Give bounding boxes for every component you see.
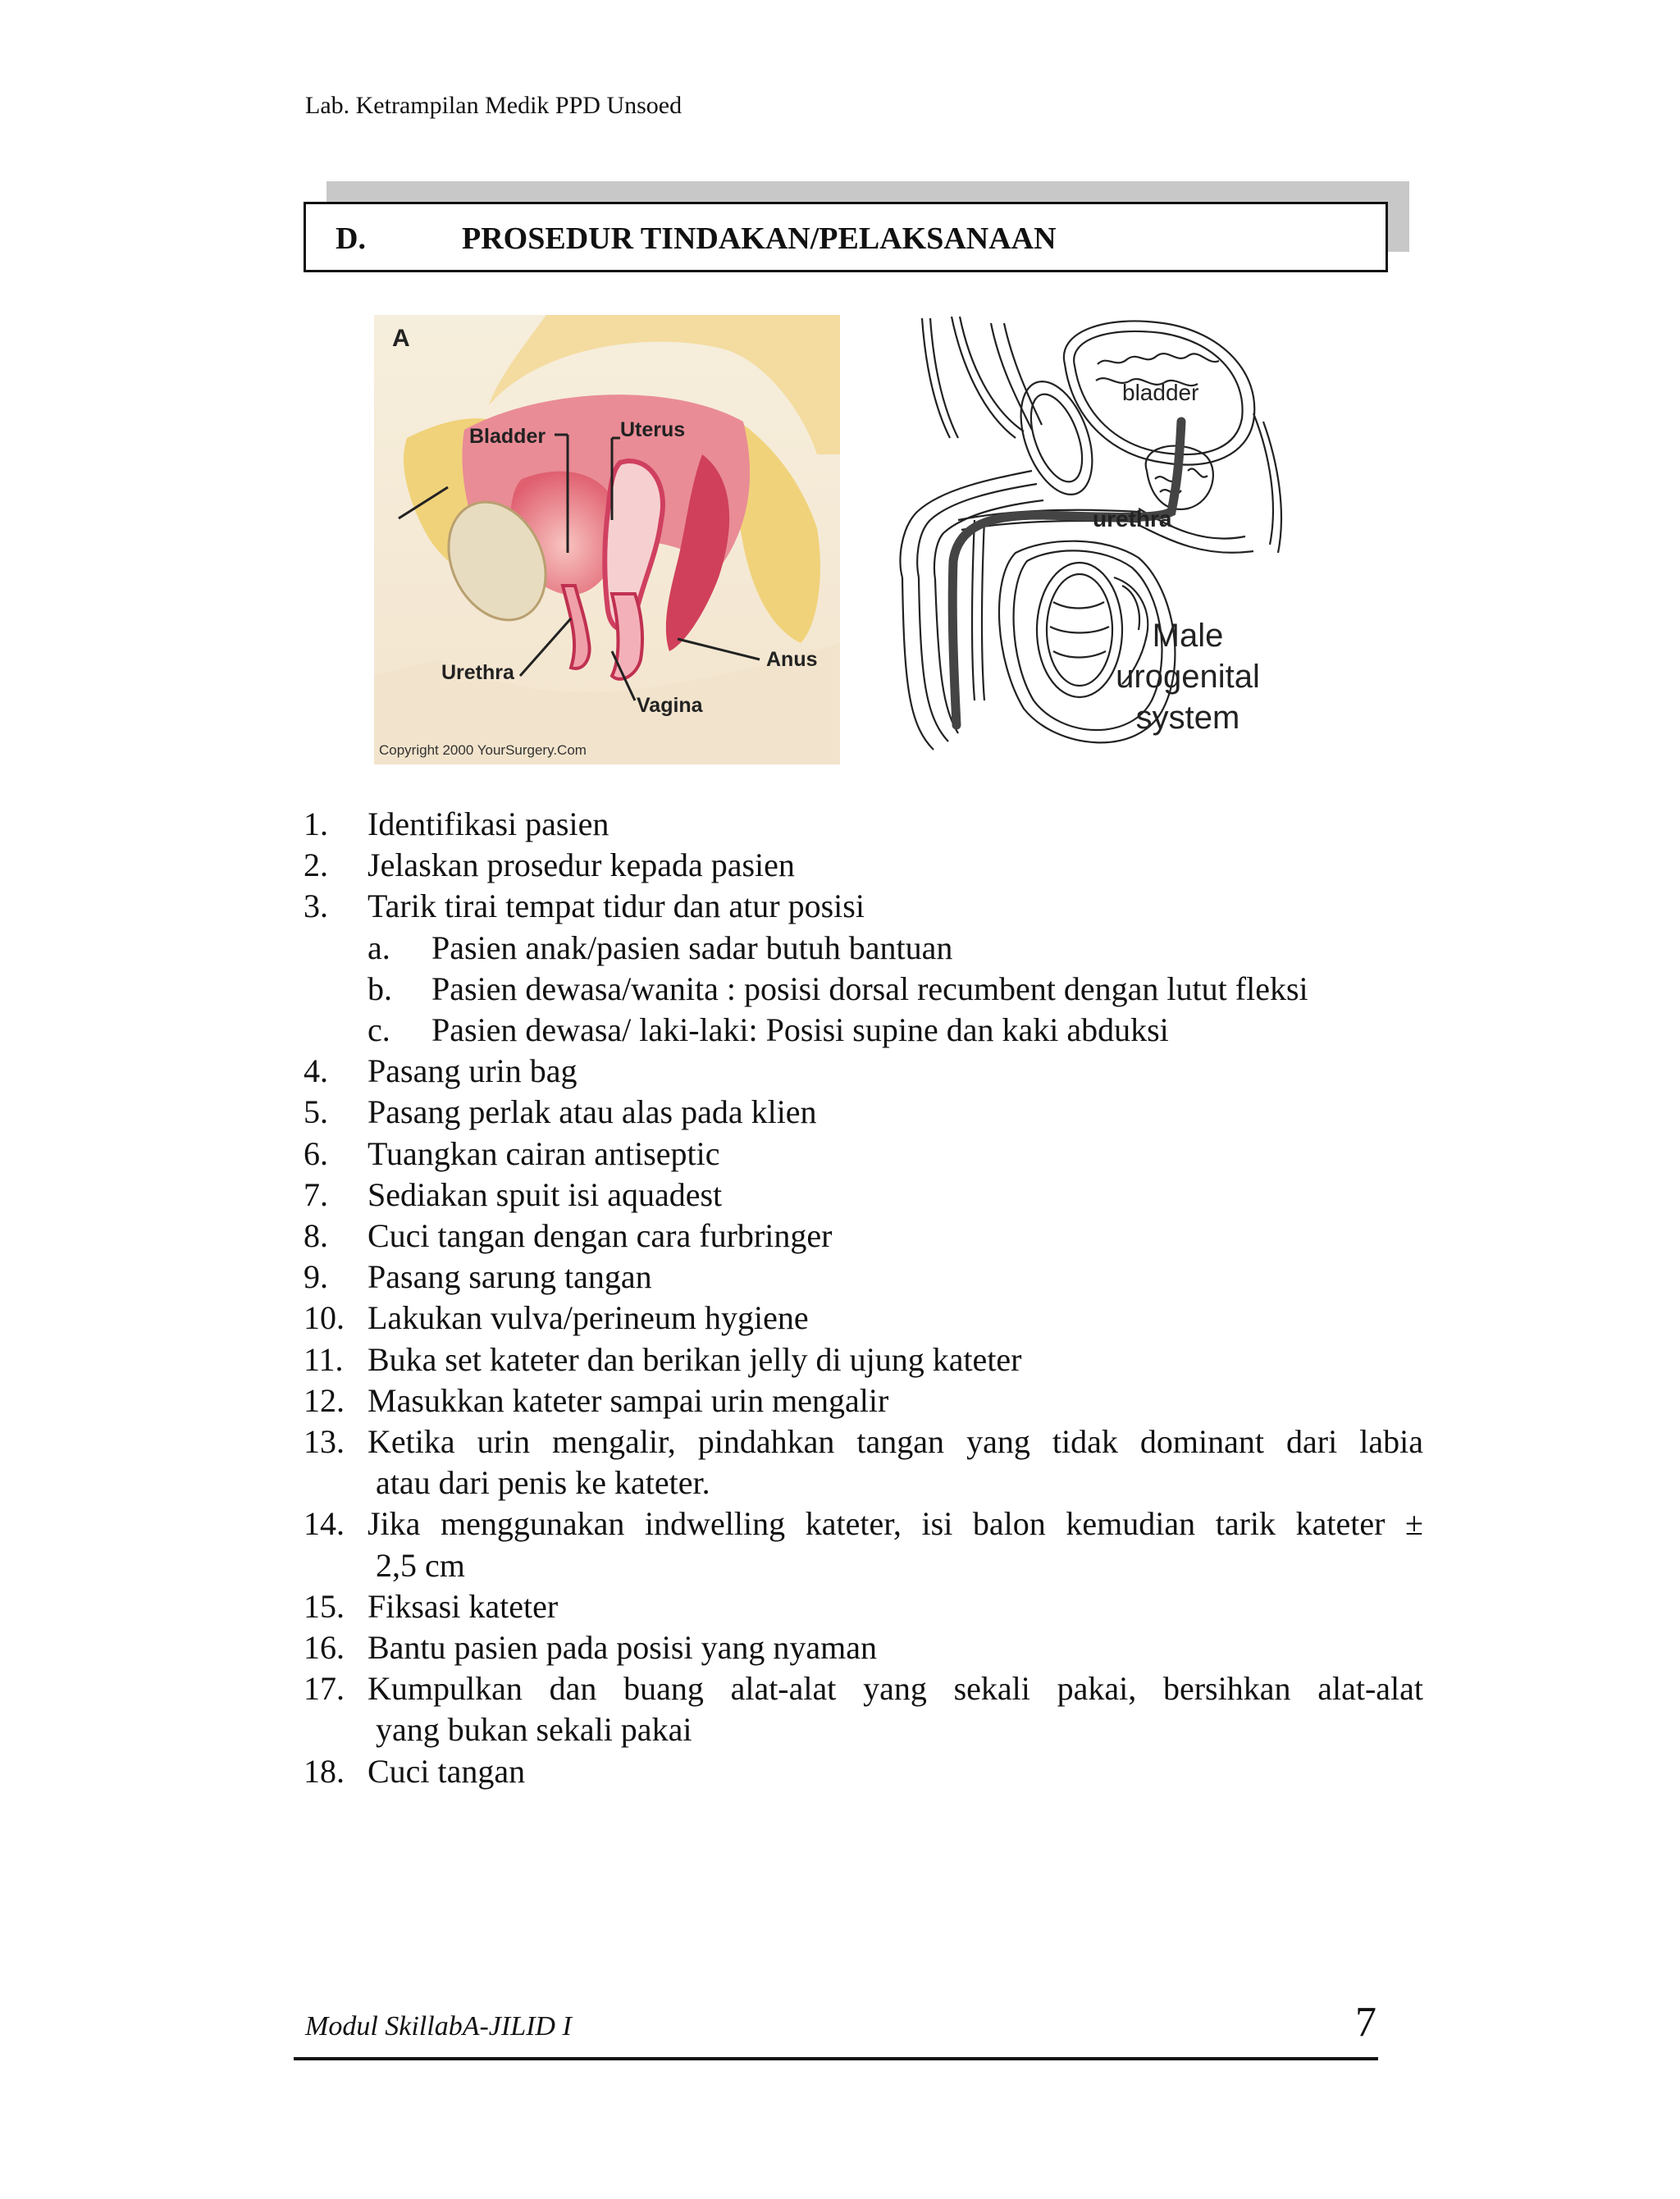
step-3b: b. Pasien dewasa/wanita : posisi dorsal recumbent dengan lutut fleksi [368,969,1308,1007]
step-9: 9. Pasang sarung tangan [304,1258,652,1296]
label-uterus: Uterus [620,418,686,441]
step-14: 14. Jika menggunakan indwelling kateter, isi balon kemudian tarik kateter ± [304,1505,1423,1543]
step-10: 10. Lakukan vulva/perineum hygiene [304,1299,809,1337]
step-1: 1. Identifikasi pasien [304,805,609,842]
male-anatomy-figure [892,315,1286,756]
step-3: 3. Tarik tirai tempat tidur dan atur posisi [304,887,865,925]
step-16: 16. Bantu pasien pada posisi yang nyaman [304,1629,877,1667]
page-header: Lab. Ketrampilan Medik PPD Unsoed [305,92,682,119]
section-title: PROSEDUR TINDAKAN/PELAKSANAAN [462,221,1057,256]
footer-module-title: Modul SkillabA-JILID I [305,2011,572,2042]
label-male-urethra: urethra [1093,506,1172,532]
step-17-continuation: yang bukan sekali pakai [376,1711,692,1749]
figure-panel-letter: A [392,325,410,352]
step-17: 17. Kumpulkan dan buang alat-alat yang sekali pakai, bersihkan alat-alat [304,1670,1423,1708]
step-3a: a. Pasien anak/pasien sadar butuh bantuan [368,928,953,966]
label-bladder: Bladder [469,425,546,448]
male-caption-line-3: system [1135,700,1240,736]
step-11: 11. Buka set kateter dan berikan jelly di ujung kateter [304,1340,1022,1378]
step-15: 15. Fiksasi kateter [304,1587,559,1625]
label-urethra: Urethra [441,661,514,684]
step-4: 4. Pasang urin bag [304,1052,578,1090]
label-anus: Anus [766,648,818,671]
step-12: 12. Masukkan kateter sampai urin mengalir [304,1381,889,1419]
step-2: 2. Jelaskan prosedur kepada pasien [304,846,795,884]
section-letter: D. [336,221,366,256]
step-5: 5. Pasang perlak atau alas pada klien [304,1093,817,1131]
footer-rule [294,2057,1378,2060]
step-14-continuation: 2,5 cm [376,1546,465,1584]
section-heading-box [304,202,1388,272]
procedure-steps [304,804,1423,1792]
step-18: 18. Cuci tangan [304,1752,526,1790]
male-caption-line-1: Male [1152,618,1224,654]
step-3c: c. Pasien dewasa/ laki-laki: Posisi supine dan kaki abduksi [368,1011,1169,1049]
label-male-bladder: bladder [1122,380,1199,405]
vagina-shape [612,594,642,679]
step-6: 6. Tuangkan cairan antiseptic [304,1134,720,1172]
male-caption-line-2: urogenital [1116,659,1260,695]
step-8: 8. Cuci tangan dengan cara furbringer [304,1217,833,1255]
step-13-continuation: atau dari penis ke kateter. [376,1464,710,1502]
label-vagina: Vagina [637,694,703,717]
figure-copyright: Copyright 2000 YourSurgery.Com [379,742,587,758]
step-13: 13. Ketika urin mengalir, pindahkan tangan yang tidak dominant dari labia [304,1423,1423,1461]
page-number: 7 [1355,1999,1376,2046]
female-anatomy-figure [374,315,840,764]
step-7: 7. Sediakan spuit isi aquadest [304,1175,723,1213]
